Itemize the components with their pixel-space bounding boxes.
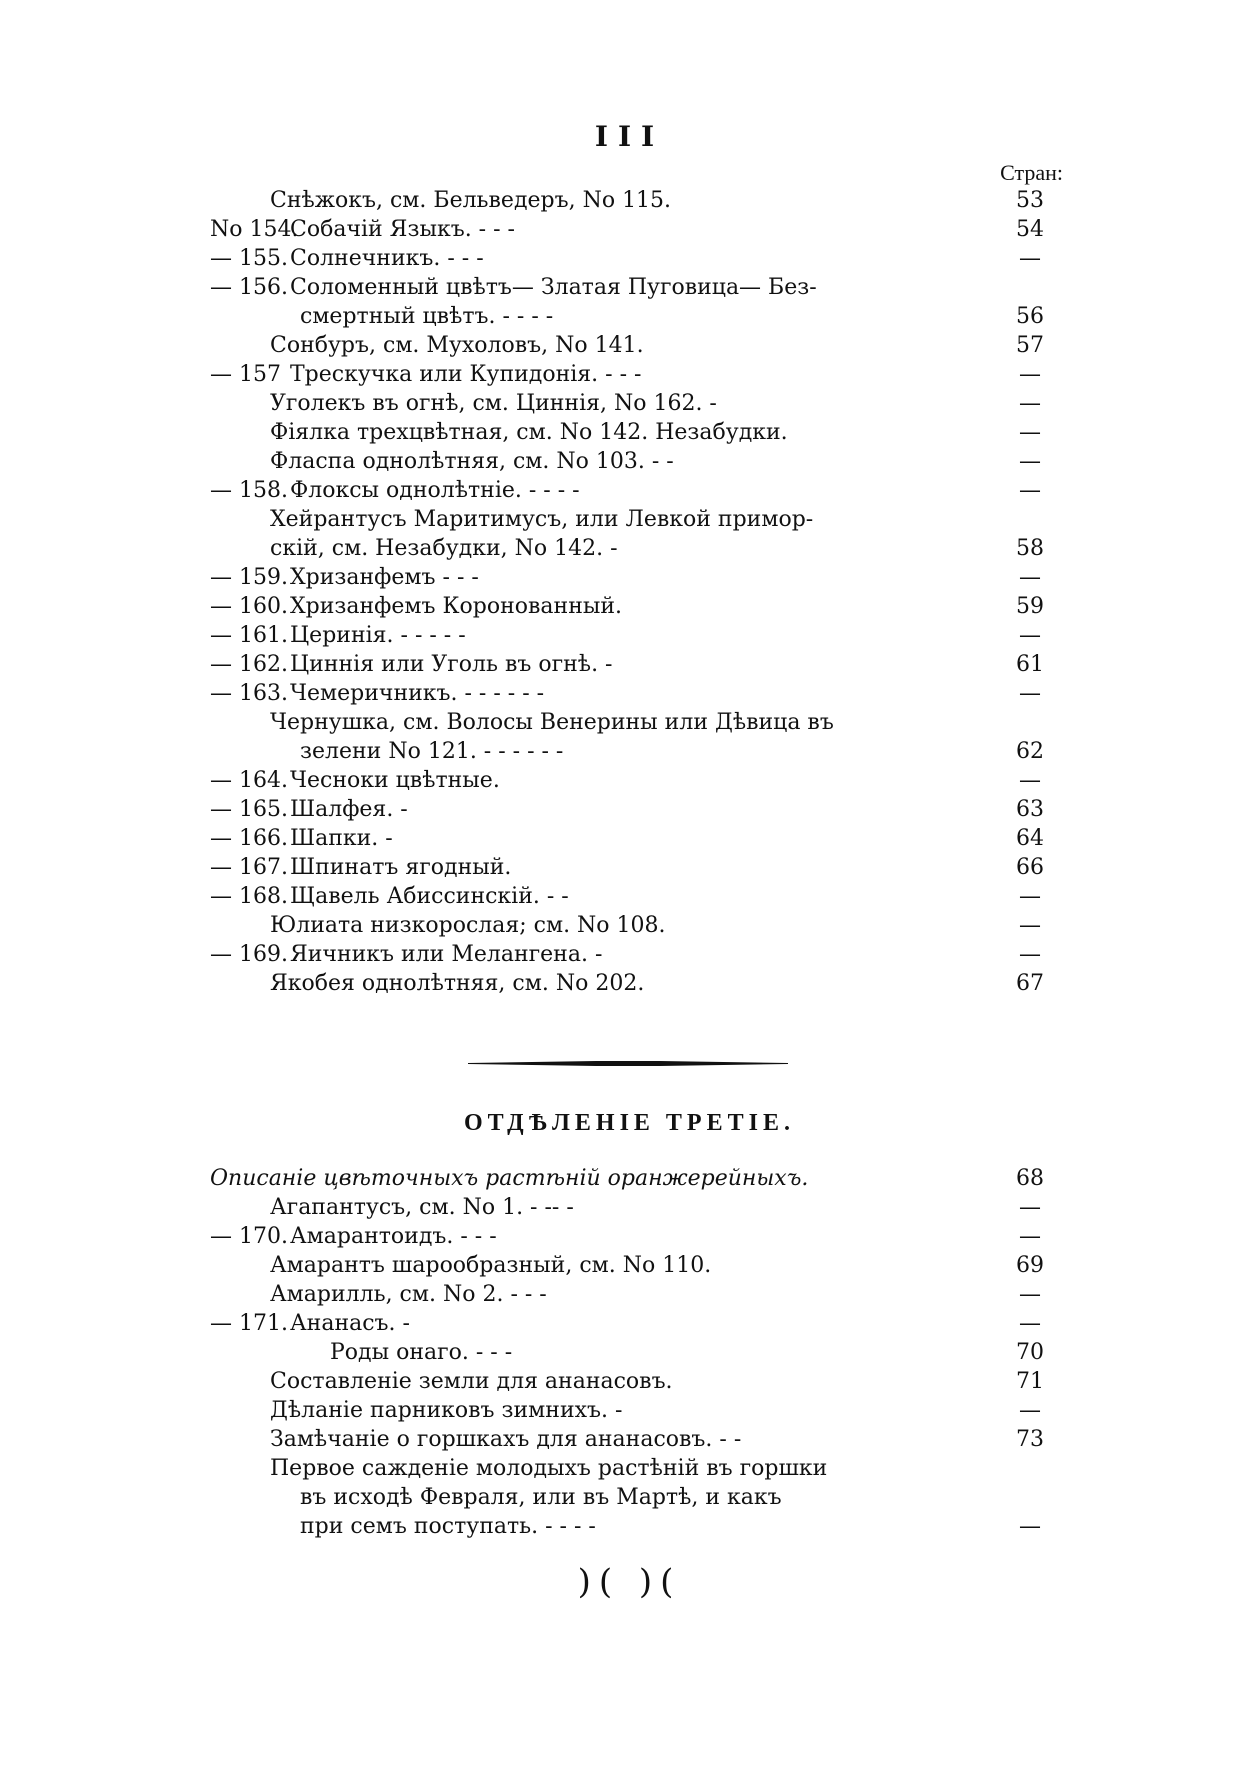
toc-entry-page: 59 bbox=[1016, 594, 1044, 619]
toc-entry-title: Первое сажденіе молодыхъ растѣній въ горшки bbox=[270, 1456, 828, 1481]
toc-entry-number: — 161. bbox=[210, 623, 288, 648]
toc-row bbox=[210, 563, 1060, 592]
toc-entry-page: 54 bbox=[1016, 217, 1044, 242]
toc-entry-title: при семъ поступать. - - - - bbox=[300, 1514, 596, 1539]
toc-entry-page: 73 bbox=[1016, 1427, 1044, 1452]
toc-entry-title: Амарантъ шарообразный, см. No 110. bbox=[270, 1253, 712, 1278]
toc-entry-title: Амарантоидъ. - - - bbox=[290, 1224, 497, 1249]
toc-row bbox=[210, 447, 1060, 476]
section-divider bbox=[468, 1061, 788, 1066]
toc-entry-title: Чесноки цвѣтные. bbox=[290, 768, 500, 793]
toc-row bbox=[210, 1483, 1060, 1512]
toc-entry-number: — 163. bbox=[210, 681, 288, 706]
toc-entry-number: — 156. bbox=[210, 275, 288, 300]
toc-entry-page: 53 bbox=[1016, 188, 1044, 213]
toc-entry-title: Замѣчаніе о горшкахъ для ананасовъ. - - bbox=[270, 1427, 742, 1452]
toc-entry-page: 70 bbox=[1016, 1340, 1044, 1365]
toc-entry-title: Циннія или Уголь въ огнѣ. - bbox=[290, 652, 613, 677]
toc-row bbox=[210, 679, 1060, 708]
toc-entry-title: Собачій Языкъ. - - - bbox=[290, 217, 515, 242]
toc-row bbox=[210, 824, 1060, 853]
toc-entry-page: — bbox=[1019, 623, 1041, 648]
toc-entry-title: Хризанфемъ - - - bbox=[290, 565, 479, 590]
toc-entry-page: 67 bbox=[1016, 971, 1044, 996]
toc-row bbox=[210, 1164, 1060, 1193]
toc-entry-page: 56 bbox=[1016, 304, 1044, 329]
toc-entry-title: Описаніе цвѣточныхъ растѣній оранжерейныхъ. bbox=[210, 1166, 809, 1191]
toc-row bbox=[210, 215, 1060, 244]
toc-entry-page: — bbox=[1019, 1224, 1041, 1249]
toc-row bbox=[210, 302, 1060, 331]
toc-row bbox=[210, 1425, 1060, 1454]
toc-entry-page: 71 bbox=[1016, 1369, 1044, 1394]
toc-entry-title: Шпинатъ ягодный. bbox=[290, 855, 512, 880]
toc-entry-title: Хейрантусъ Маритимусъ, или Левкой примор- bbox=[270, 507, 814, 532]
toc-row bbox=[210, 476, 1060, 505]
toc-entry-page: — bbox=[1019, 420, 1041, 445]
toc-entry-page: 61 bbox=[1016, 652, 1044, 677]
toc-row bbox=[210, 1280, 1060, 1309]
toc-row bbox=[210, 1251, 1060, 1280]
toc-row bbox=[210, 389, 1060, 418]
toc-entry-page: — bbox=[1019, 449, 1041, 474]
toc-entry-page: 64 bbox=[1016, 826, 1044, 851]
toc-row bbox=[210, 1396, 1060, 1425]
toc-entry-title: зелени No 121. - - - - - - bbox=[300, 739, 564, 764]
toc-row bbox=[210, 737, 1060, 766]
toc-entry-page: — bbox=[1019, 681, 1041, 706]
toc-row bbox=[210, 592, 1060, 621]
toc-entry-page: — bbox=[1019, 884, 1041, 909]
toc-entry-title: Якобея однолѣтняя, см. No 202. bbox=[270, 971, 645, 996]
end-ornament: )( )( bbox=[577, 1562, 682, 1602]
toc-entry-title: Яичникъ или Мелангена. - bbox=[290, 942, 603, 967]
toc-row bbox=[210, 1193, 1060, 1222]
toc-entry-page: 58 bbox=[1016, 536, 1044, 561]
toc-entry-title: Дѣланіе парниковъ зимнихъ. - bbox=[270, 1398, 623, 1423]
toc-entry-title: Шалфея. - bbox=[290, 797, 408, 822]
toc-entry-title: Флоксы однолѣтніе. - - - - bbox=[290, 478, 580, 503]
toc-entry-page: 68 bbox=[1016, 1166, 1044, 1191]
toc-entry-title: Снѣжокъ, см. Бельведеръ, No 115. bbox=[270, 188, 672, 213]
toc-entry-number: — 157 bbox=[210, 362, 281, 387]
toc-row bbox=[210, 505, 1060, 534]
page-number: III bbox=[594, 120, 665, 153]
section-title: ОТДѢЛЕНІЕ ТРЕТІЕ. bbox=[464, 1110, 795, 1136]
toc-entry-title: скій, см. Незабудки, No 142. - bbox=[270, 536, 618, 561]
toc-entry-number: — 158. bbox=[210, 478, 288, 503]
toc-entry-title: Ананасъ. - bbox=[290, 1311, 410, 1336]
toc-entry-number: — 169. bbox=[210, 942, 288, 967]
toc-row bbox=[210, 1454, 1060, 1483]
toc-row bbox=[210, 273, 1060, 302]
toc-row bbox=[210, 795, 1060, 824]
toc-entry-title: Юлиата низкорослая; см. No 108. bbox=[270, 913, 666, 938]
toc-row bbox=[210, 708, 1060, 737]
toc-row bbox=[210, 766, 1060, 795]
toc-entry-number: — 170. bbox=[210, 1224, 288, 1249]
toc-entry-page: — bbox=[1019, 942, 1041, 967]
toc-entry-number: — 164. bbox=[210, 768, 288, 793]
toc-entry-number: — 159. bbox=[210, 565, 288, 590]
toc-entry-number: — 167. bbox=[210, 855, 288, 880]
toc-row bbox=[210, 650, 1060, 679]
toc-entry-title: Церинія. - - - - - bbox=[290, 623, 466, 648]
toc-entry-title: Амарилль, см. No 2. - - - bbox=[270, 1282, 547, 1307]
toc-entry-page: 57 bbox=[1016, 333, 1044, 358]
toc-entry-page: — bbox=[1019, 565, 1041, 590]
toc-entry-title: Уголекъ въ огнѣ, см. Циннія, No 162. - bbox=[270, 391, 717, 416]
toc-entry-page: — bbox=[1019, 768, 1041, 793]
toc-row bbox=[210, 940, 1060, 969]
toc-row bbox=[210, 621, 1060, 650]
toc-row bbox=[210, 244, 1060, 273]
toc-entry-title: Фласпа однолѣтняя, см. No 103. - - bbox=[270, 449, 674, 474]
toc-entry-title: Чернушка, см. Волосы Венерины или Дѣвица въ bbox=[270, 710, 834, 735]
toc-entry-page: 66 bbox=[1016, 855, 1044, 880]
toc-entry-title: Роды онаго. - - - bbox=[330, 1340, 513, 1365]
toc-entry-page: — bbox=[1019, 478, 1041, 503]
toc-list-third-section bbox=[210, 1164, 1060, 1541]
toc-row bbox=[210, 969, 1060, 998]
toc-row bbox=[210, 534, 1060, 563]
toc-row bbox=[210, 1338, 1060, 1367]
toc-entry-page: — bbox=[1019, 913, 1041, 938]
toc-entry-page: — bbox=[1019, 246, 1041, 271]
toc-entry-title: Хризанфемъ Коронованный. bbox=[290, 594, 623, 619]
toc-row bbox=[210, 1367, 1060, 1396]
toc-entry-number: — 160. bbox=[210, 594, 288, 619]
toc-entry-page: 63 bbox=[1016, 797, 1044, 822]
toc-row bbox=[210, 1309, 1060, 1338]
toc-entry-page: 62 bbox=[1016, 739, 1044, 764]
toc-entry-page: — bbox=[1019, 1282, 1041, 1307]
toc-entry-title: Агапантусъ, см. No 1. - -- - bbox=[270, 1195, 574, 1220]
toc-row bbox=[210, 1222, 1060, 1251]
toc-row bbox=[210, 911, 1060, 940]
toc-entry-title: Фіялка трехцвѣтная, см. No 142. Незабудки. bbox=[270, 420, 788, 445]
toc-entry-page: — bbox=[1019, 1195, 1041, 1220]
toc-entry-title: Чемеричникъ. - - - - - - bbox=[290, 681, 545, 706]
toc-entry-page: — bbox=[1019, 1398, 1041, 1423]
toc-entry-number: — 171. bbox=[210, 1311, 288, 1336]
toc-entry-title: въ исходѣ Февраля, или въ Мартѣ, и какъ bbox=[300, 1485, 782, 1510]
toc-row bbox=[210, 418, 1060, 447]
toc-entry-number: No 154. bbox=[210, 217, 299, 242]
toc-entry-title: Трескучка или Купидонія. - - - bbox=[290, 362, 642, 387]
toc-entry-number: — 168. bbox=[210, 884, 288, 909]
toc-entry-number: — 165. bbox=[210, 797, 288, 822]
toc-entry-page: — bbox=[1019, 391, 1041, 416]
page-column-header: Стран: bbox=[1000, 160, 1063, 185]
toc-entry-page: — bbox=[1019, 1311, 1041, 1336]
toc-row bbox=[210, 186, 1060, 215]
toc-row bbox=[210, 360, 1060, 389]
toc-list-second-section bbox=[210, 186, 1060, 998]
toc-entry-page: 69 bbox=[1016, 1253, 1044, 1278]
toc-entry-title: Соломенный цвѣтъ— Златая Пуговица— Без- bbox=[290, 275, 817, 300]
toc-row bbox=[210, 331, 1060, 360]
toc-entry-page: — bbox=[1019, 1514, 1041, 1539]
toc-entry-title: Солнечникъ. - - - bbox=[290, 246, 484, 271]
toc-row bbox=[210, 882, 1060, 911]
toc-entry-title: Шапки. - bbox=[290, 826, 393, 851]
toc-entry-title: Сонбуръ, см. Мухоловъ, No 141. bbox=[270, 333, 644, 358]
toc-entry-title: Составленіе земли для ананасовъ. bbox=[270, 1369, 673, 1394]
toc-entry-number: — 155. bbox=[210, 246, 288, 271]
toc-entry-title: смертный цвѣтъ. - - - - bbox=[300, 304, 554, 329]
toc-row bbox=[210, 1512, 1060, 1541]
toc-entry-page: — bbox=[1019, 362, 1041, 387]
toc-row bbox=[210, 853, 1060, 882]
toc-entry-title: Щавель Абиссинскій. - - bbox=[290, 884, 569, 909]
toc-entry-number: — 162. bbox=[210, 652, 288, 677]
toc-entry-number: — 166. bbox=[210, 826, 288, 851]
